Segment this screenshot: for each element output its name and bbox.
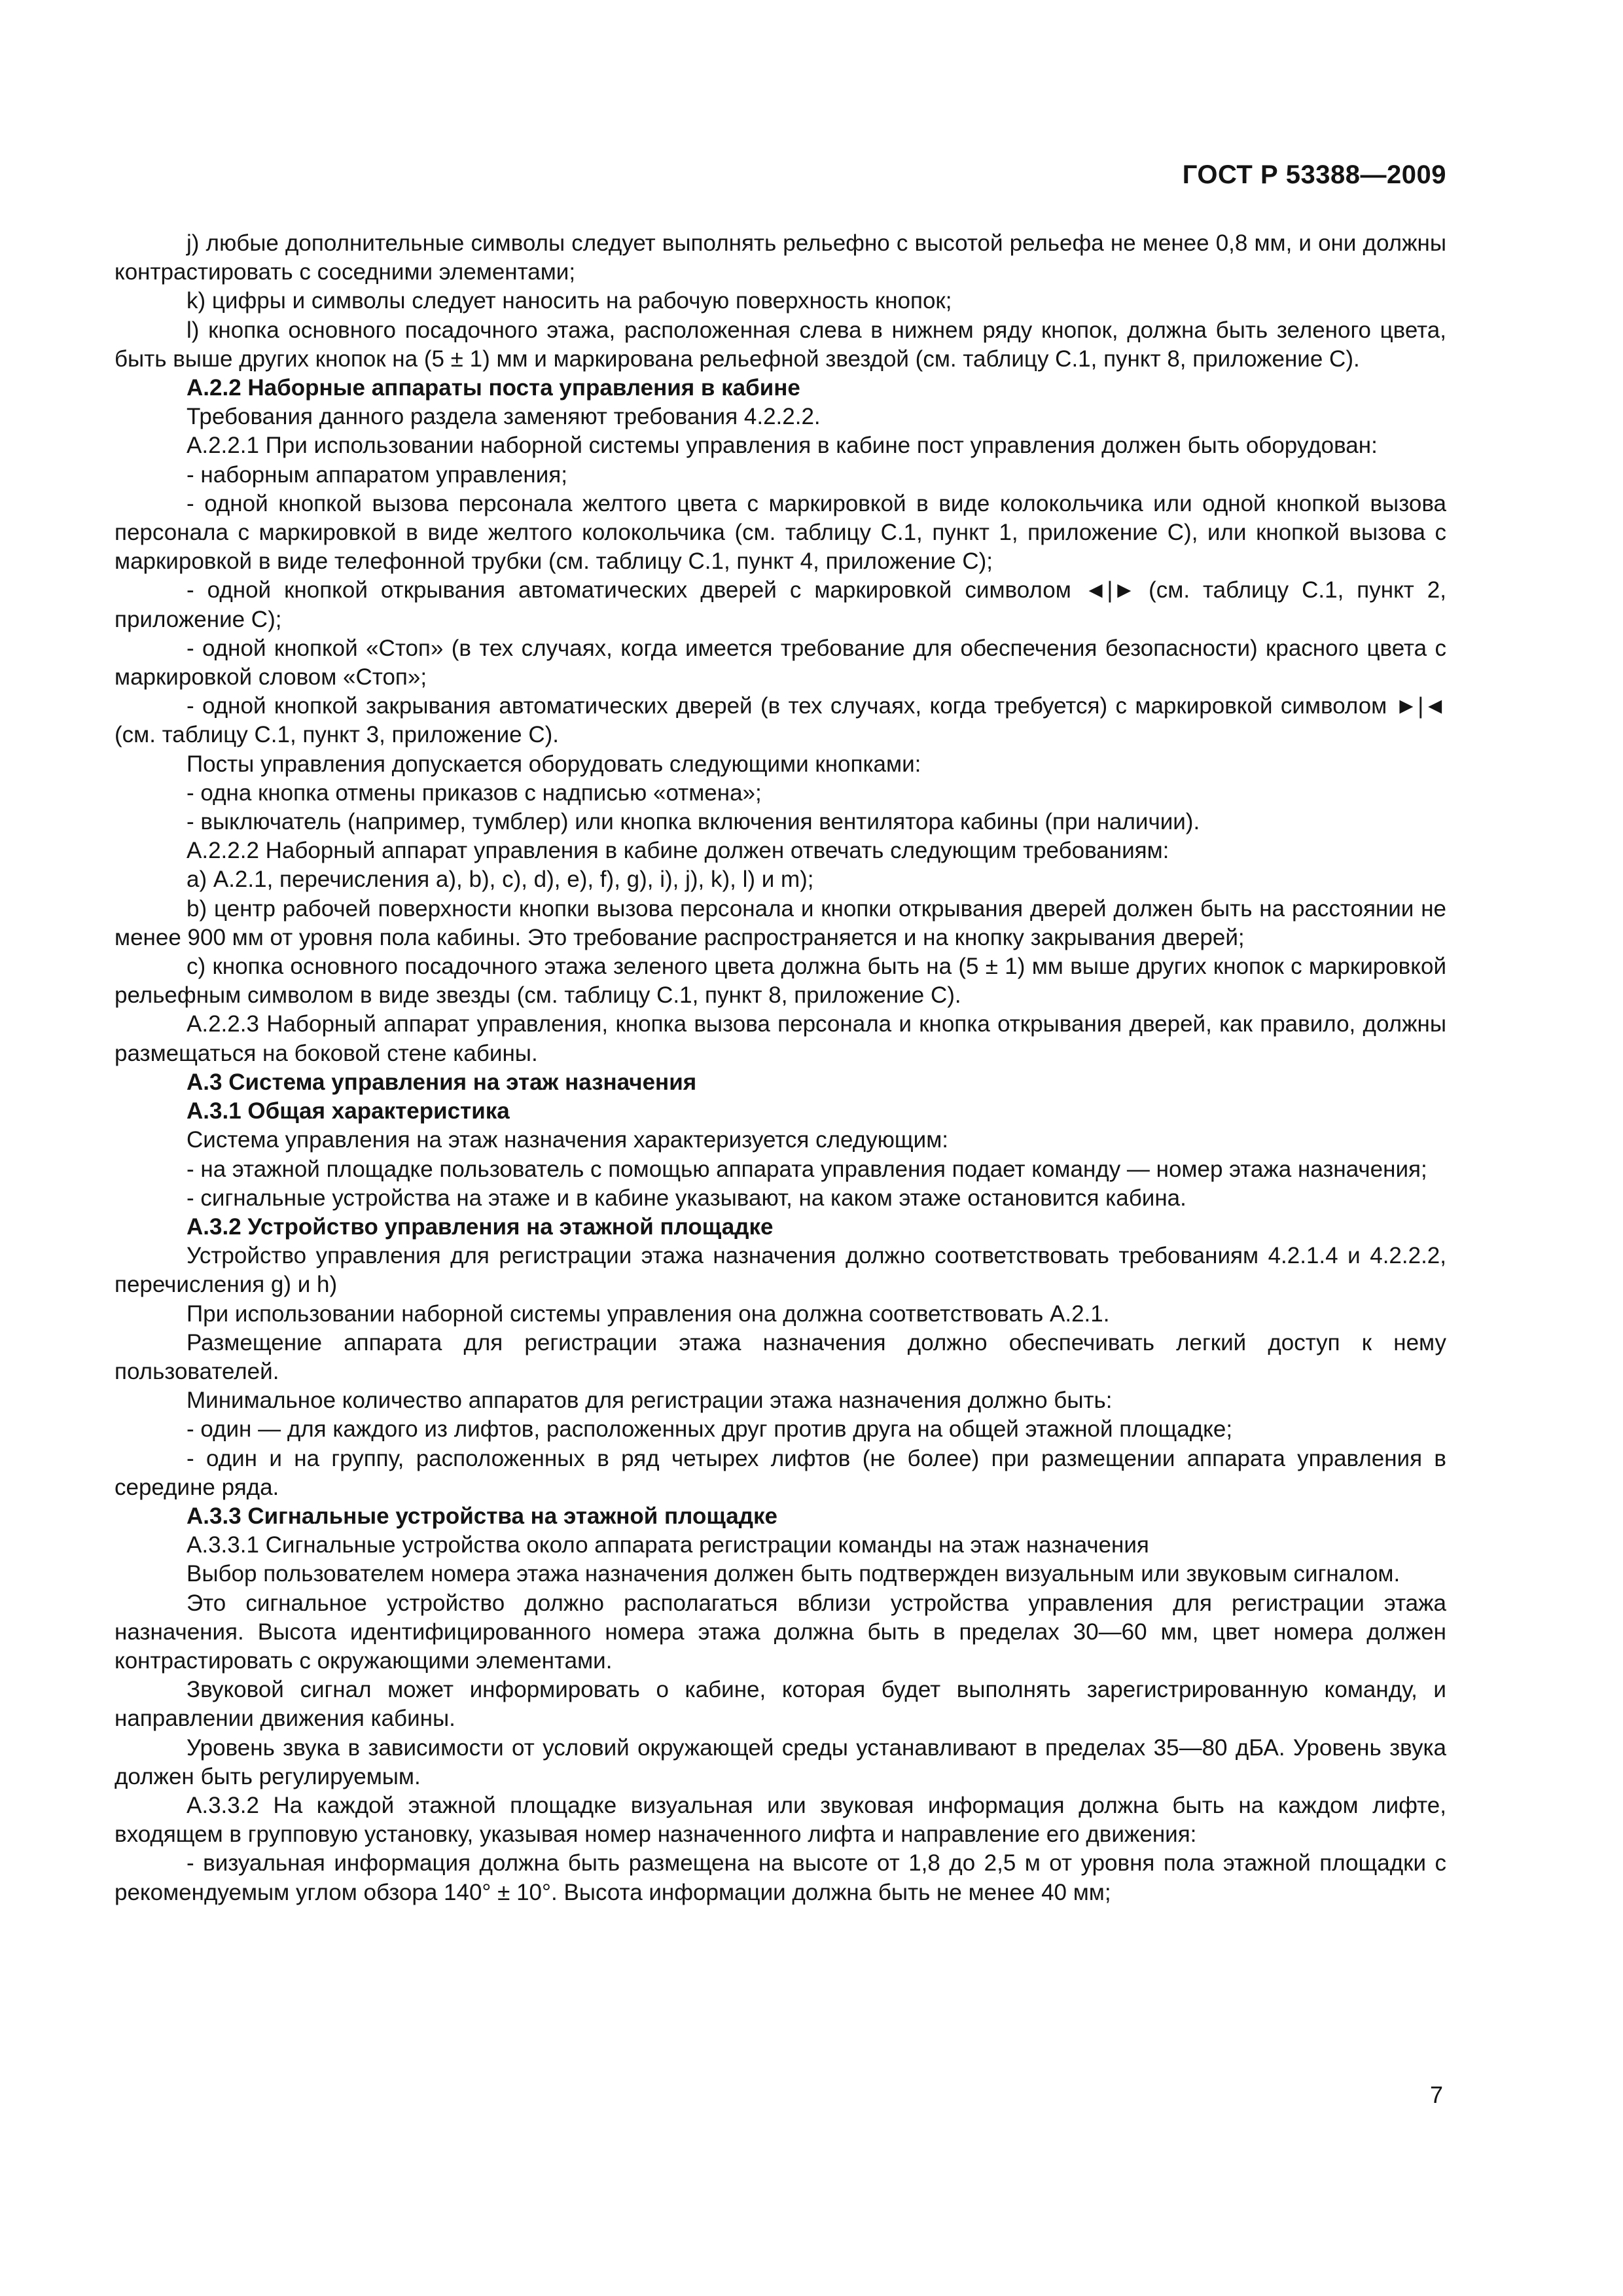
section-heading: А.2.2 Наборные аппараты поста управления в кабине	[187, 375, 800, 401]
paragraph: Требования данного раздела заменяют требования 4.2.2.2.	[187, 404, 821, 430]
paragraph: А.3.3.1 Сигнальные устройства около аппарата регистрации команды на этаж назначения	[187, 1532, 1149, 1558]
paragraph: - один — для каждого из лифтов, расположенных друг против друга на общей этажной площадке;	[187, 1416, 1233, 1443]
paragraph: а) А.2.1, перечисления а), b), с), d), е), f), g), i), j), k), l) и m);	[187, 867, 814, 893]
paragraph: А.2.2.3 Наборный аппарат управления, кнопка вызова персонала и кнопка открывания дверей, как правило, должны размещаться на боковой стене кабины.	[115, 1011, 1446, 1066]
document-header: ГОСТ Р 53388—2009	[1182, 160, 1446, 189]
paragraph: - один и на группу, расположенных в ряд четырех лифтов (не более) при размещении аппарата управления в середине ряда.	[115, 1445, 1446, 1500]
paragraph: А.3.3.2 На каждой этажной площадке визуальная или звуковая информация должна быть на каждом лифте, входящем в групповую установку, указывая номер назначенного лифта и направление его движения:	[115, 1792, 1446, 1848]
paragraph: При использовании наборной системы управления она должна соответствовать А.2.1.	[187, 1300, 1110, 1327]
paragraph: с) кнопка основного посадочного этажа зеленого цвета должна быть на (5 ± 1) мм выше других кнопок с маркировкой рельефным символом в виде звезды (см. таблицу С.1, пункт 8, приложение С).	[115, 954, 1446, 1009]
paragraph: - визуальная информация должна быть размещена на высоте от 1,8 до 2,5 м от уровня пола этажной площадки с рекомендуемым углом обзора 140° ± 10°. Высота информации должна быть не менее 40 мм;	[115, 1850, 1446, 1905]
paragraph: А.2.2.2 Наборный аппарат управления в кабине должен отвечать следующим требованиям:	[187, 838, 1169, 864]
paragraph: - выключатель (например, тумблер) или кнопка включения вентилятора кабины (при наличии).	[187, 809, 1200, 835]
paragraph: Выбор пользователем номера этажа назначения должен быть подтвержден визуальным или звуковым сигналом.	[187, 1561, 1400, 1587]
paragraph: b) центр рабочей поверхности кнопки вызова персонала и кнопки открывания дверей должен быть на расстоянии не менее 900 мм от уровня пола кабины. Это требование распространяется и на кнопку закрывания дверей;	[115, 895, 1446, 950]
paragraph: l) кнопка основного посадочного этажа, расположенная слева в нижнем ряду кнопок, должна быть зеленого цвета, быть выше других кнопок на (5 ± 1) мм и маркирована рельефной звездой (см. таблицу С.1, пункт 8, приложение С).	[115, 317, 1446, 372]
paragraph: k) цифры и символы следует наносить на рабочую поверхность кнопок;	[187, 288, 952, 314]
paragraph: Размещение аппарата для регистрации этажа назначения должно обеспечивать легкий доступ к нему пользователей.	[115, 1329, 1446, 1384]
section-heading: А.3 Система управления на этаж назначения	[187, 1069, 697, 1095]
paragraph: - одной кнопкой вызова персонала желтого цвета с маркировкой в виде колокольчика или одной кнопкой вызова персонала с маркировкой в виде желтого колокольчика (см. таблицу С.1, пункт 1, приложение С), или кнопкой вызова с маркировкой в виде телефонной трубки (см. таблицу С.1, пункт 4, приложение С);	[115, 490, 1446, 575]
paragraph: Это сигнальное устройство должно располагаться вблизи устройства управления для регистрации этажа назначения. Высота идентифицированного номера этажа должна быть в пределах 30—60 мм, цвет номера должен контрастировать с окружающими элементами.	[115, 1590, 1446, 1674]
document-body	[115, 229, 1446, 1907]
paragraph: - сигнальные устройства на этаже и в кабине указывают, на каком этаже остановится кабина.	[187, 1185, 1186, 1211]
paragraph: Уровень звука в зависимости от условий окружающей среды устанавливают в пределах 35—80 дБА. Уровень звука должен быть регулируемым.	[115, 1734, 1446, 1789]
paragraph: - одной кнопкой «Стоп» (в тех случаях, когда имеется требование для обеспечения безопасности) красного цвета с маркировкой словом «Стоп»;	[115, 635, 1446, 691]
paragraph: А.2.2.1 При использовании наборной системы управления в кабине пост управления должен быть оборудован:	[187, 433, 1378, 459]
paragraph: j) любые дополнительные символы следует выполнять рельефно с высотой рельефа не менее 0,8 мм, и они должны контрастировать с соседними элементами;	[115, 230, 1446, 285]
paragraph: Звуковой сигнал может информировать о кабине, которая будет выполнять зарегистрированную команду, и направлении движения кабины.	[115, 1677, 1446, 1732]
paragraph: - одной кнопкой закрывания автоматических дверей (в тех случаях, когда требуется) с маркировкой символом ►|◄ (см. таблицу С.1, пункт 3, приложение С).	[115, 693, 1446, 748]
paragraph: - одной кнопкой открывания автоматических дверей с маркировкой символом ◄|► (см. таблицу С.1, пункт 2, приложение С);	[115, 577, 1446, 632]
section-heading: А.3.1 Общая характеристика	[187, 1098, 510, 1124]
paragraph: Система управления на этаж назначения характеризуется следующим:	[187, 1127, 949, 1153]
section-heading: А.3.3 Сигнальные устройства на этажной площадке	[187, 1503, 777, 1529]
paragraph: - одна кнопка отмены приказов с надписью «отмена»;	[187, 780, 762, 806]
paragraph: Посты управления допускается оборудовать следующими кнопками:	[187, 751, 921, 777]
section-heading: А.3.2 Устройство управления на этажной площадке	[187, 1213, 774, 1240]
page-number: 7	[1429, 2081, 1443, 2108]
paragraph: - на этажной площадке пользователь с помощью аппарата управления подает команду — номер этажа назначения;	[187, 1156, 1427, 1182]
paragraph: Минимальное количество аппаратов для регистрации этажа назначения должно быть:	[187, 1388, 1113, 1414]
paragraph: Устройство управления для регистрации этажа назначения должно соответствовать требованиям 4.2.1.4 и 4.2.2.2, перечисления g) и h)	[115, 1243, 1446, 1298]
paragraph: - наборным аппаратом управления;	[187, 461, 567, 488]
